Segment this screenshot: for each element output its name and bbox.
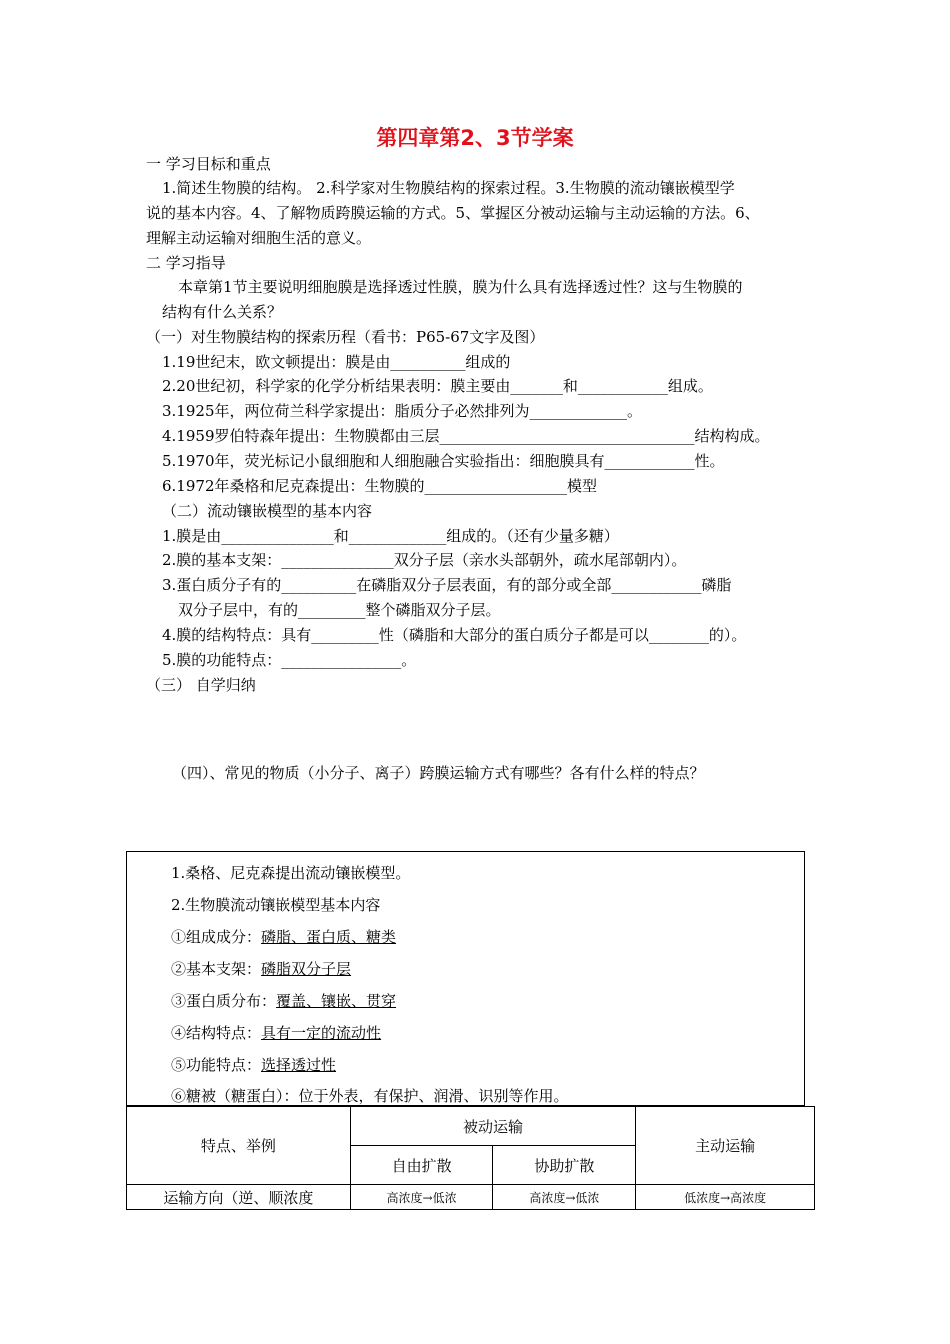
page-title: 第四章第2、3节学案 [376,126,574,150]
summary-item-label: ④结构特点： [171,1024,262,1042]
part3-heading: （三） 自学归纳 [146,676,256,694]
summary-item-label: ⑤功能特点： [171,1056,262,1074]
header-free-diffusion: 自由扩散 [350,1146,493,1185]
part1-heading: （一）对生物膜结构的探索历程（看书：P65-67文字及图） [146,328,545,346]
summary-item-function [171,1054,336,1075]
summary-item-protein [171,990,396,1011]
summary-line-glycocalyx: ⑥糖被（糖蛋白）：位于外表，有保护、润滑、识别等作用。 [171,1087,569,1105]
part2-heading: （二）流动镶嵌模型的基本内容 [162,502,373,520]
cell-free-direction: 高浓度→低浓 [350,1185,493,1210]
part2-item-5: 5.膜的功能特点：________________。 [162,651,417,669]
summary-line-2: 2.生物膜流动镶嵌模型基本内容 [171,896,381,914]
part4-heading: （四）、常见的物质（小分子、离子）跨膜运输方式有哪些？各有什么样的特点？ [172,764,705,782]
part1-item-1: 1.19世纪末，欧文顿提出：膜是由__________组成的 [162,353,511,371]
summary-item-structure [171,1022,381,1043]
part1-item-3: 3.1925年，两位荷兰科学家提出：脂质分子必然排列为_____________。 [162,402,642,420]
summary-line-1: 1.桑格、尼克森提出流动镶嵌模型。 [171,864,411,882]
part1-item-2: 2.20世纪初，科学家的化学分析结果表明：膜主要由_______和____________组成。 [162,377,713,395]
cell-active-direction: 低浓度→高浓度 [636,1185,815,1210]
part2-item-2: 2.膜的基本支架：_______________双分子层（亲水头部朝外，疏水尾部朝内）。 [162,551,687,569]
goals-line-2: 说的基本内容。4、了解物质跨膜运输的方式。5、掌握区分被动运输与主动运输的方法。6、 [146,204,760,222]
section-heading-guidance: 二 学习指导 [146,254,226,272]
summary-item-label: ③蛋白质分布： [171,992,277,1010]
part2-item-1: 1.膜是由_______________和_____________组成的。（还有少量多糖） [162,527,619,545]
row-direction-label: 运输方向（逆、顺浓度 [127,1185,351,1210]
summary-item-answer: 覆盖、镶嵌、贯穿 [276,992,397,1010]
part2-item-3: 3.蛋白质分子有的__________在磷脂双分子层表面，有的部分或全部____________磷脂 [162,576,732,594]
goals-line-1: 1.简述生物膜的结构。 2.科学家对生物膜结构的探索过程。3.生物膜的流动镶嵌模型学 [162,179,735,197]
header-active-transport: 主动运输 [636,1107,815,1185]
transport-table [126,1106,815,1210]
part1-item-5: 5.1970年，荧光标记小鼠细胞和人细胞融合实验指出：细胞膜具有____________性。 [162,452,725,470]
summary-item-answer: 磷脂、蛋白质、糖类 [261,928,397,946]
part2-item-4: 4.膜的结构特点：具有_________性（磷脂和大部分的蛋白质分子都是可以________的）。 [162,626,747,644]
guidance-intro-2: 结构有什么关系？ [162,303,283,321]
header-facilitated-diffusion: 协助扩散 [493,1146,636,1185]
summary-item-label: ①组成成分： [171,928,262,946]
part1-item-6: 6.1972年桑格和尼克森提出：生物膜的___________________模型 [162,477,597,495]
header-passive-transport: 被动运输 [350,1107,636,1146]
summary-item-answer: 磷脂双分子层 [261,960,352,978]
guidance-intro-1: 本章第1节主要说明细胞膜是选择透过性膜，膜为什么具有选择透过性？这与生物膜的 [178,278,743,296]
summary-item-answer: 选择透过性 [261,1056,337,1074]
summary-item-composition [171,926,396,947]
cell-facilitated-direction: 高浓度→低浓 [493,1185,636,1210]
summary-item-label: ②基本支架： [171,960,262,978]
header-features: 特点、举例 [127,1107,351,1185]
summary-item-framework [171,958,351,979]
summary-box [126,851,805,1106]
part1-item-4: 4.1959罗伯特森年提出：生物膜都由三层__________________________________结构构成。 [162,427,770,445]
goals-line-3: 理解主动运输对细胞生活的意义。 [146,229,372,247]
part2-item-3-cont: 双分子层中，有的_________整个磷脂双分子层。 [178,601,501,619]
summary-item-answer: 具有一定的流动性 [261,1024,382,1042]
section-heading-goals: 一 学习目标和重点 [146,155,271,173]
